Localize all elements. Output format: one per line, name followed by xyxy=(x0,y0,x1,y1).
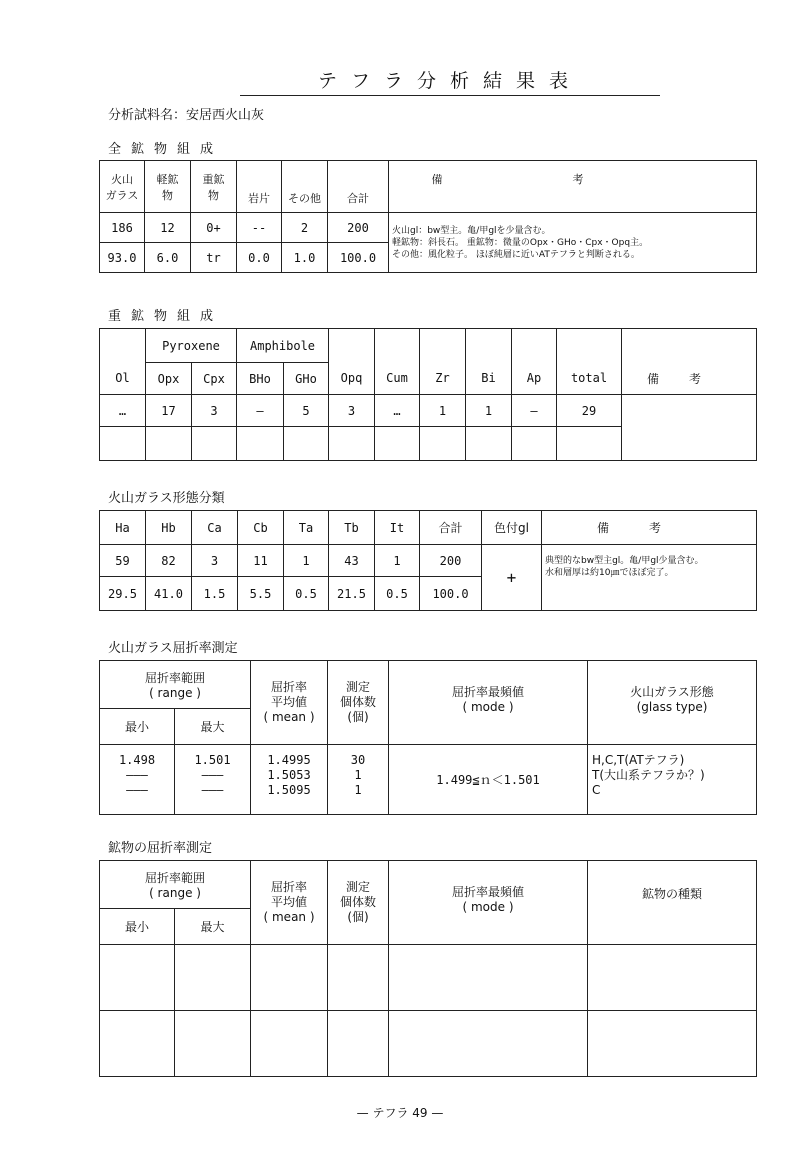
group-pyroxene: Pyroxene xyxy=(146,329,237,363)
empty-cell xyxy=(237,427,284,461)
header-ol-top xyxy=(100,329,146,363)
empty-cell xyxy=(420,427,466,461)
header-it: It xyxy=(375,511,420,545)
mineral-count-header: 測定 個体数 (個) xyxy=(328,861,389,945)
empty-cell xyxy=(192,427,237,461)
header-rock-fragments: 岩片 xyxy=(237,161,282,213)
value-opq: 3 xyxy=(329,395,375,427)
empty-cell xyxy=(328,1011,389,1077)
header-zr-top xyxy=(420,329,466,363)
empty-cell xyxy=(146,427,192,461)
remarks-glass-morphology: 典型的なbw型主gl。亀/甲gl少量含む。 水和層厚は約10㎛でほぼ完了。 xyxy=(542,545,757,611)
mineral-mode-header: 屈折率最頻値 ( mode ) xyxy=(389,861,588,945)
header-ca: Ca xyxy=(192,511,238,545)
count-heavy: 0+ xyxy=(191,213,237,243)
header-cb: Cb xyxy=(238,511,284,545)
empty-cell xyxy=(512,427,557,461)
count-light: 12 xyxy=(145,213,191,243)
count-rock: -- xyxy=(237,213,282,243)
value-zr: 1 xyxy=(420,395,466,427)
value-cpx: 3 xyxy=(192,395,237,427)
empty-cell xyxy=(588,1011,757,1077)
count-other: 2 xyxy=(282,213,328,243)
page-title: テフラ分析結果表 xyxy=(240,66,660,96)
empty-cell xyxy=(175,945,251,1011)
mineral-min-header: 最小 xyxy=(100,909,175,945)
header-others: その他 xyxy=(282,161,328,213)
glass-refractive-table xyxy=(99,660,757,815)
count-hb: 82 xyxy=(146,545,192,577)
max-header: 最大 xyxy=(175,709,251,745)
header-heavy-total: total xyxy=(557,363,622,395)
count-total: 200 xyxy=(328,213,389,243)
value-opx: 17 xyxy=(146,395,192,427)
section-heading-glass-refractive: 火山ガラス屈折率測定 xyxy=(108,641,238,656)
count-values: 30 1 1 xyxy=(328,745,389,815)
empty-cell xyxy=(100,1011,175,1077)
empty-cell xyxy=(251,945,328,1011)
section-heading-glass-morphology: 火山ガラス形態分類 xyxy=(108,491,225,506)
section-heading-mineral-refractive: 鉱物の屈折率測定 xyxy=(108,841,213,856)
empty-cell xyxy=(389,1011,588,1077)
header-cpx: Cpx xyxy=(192,363,237,395)
mineral-max-header: 最大 xyxy=(175,909,251,945)
pct-rock: 0.0 xyxy=(237,243,282,273)
header-volcanic-glass: 火山 ガラス xyxy=(100,161,145,213)
header-total-top xyxy=(557,329,622,363)
mineral-range-header: 屈折率範囲 ( range ) xyxy=(100,861,251,909)
mineral-type-header: 鉱物の種類 xyxy=(588,861,757,945)
header-remarks-top xyxy=(622,329,757,363)
header-ha: Ha xyxy=(100,511,146,545)
header-heavy-minerals: 重鉱 物 xyxy=(191,161,237,213)
page-footer: — テフラ 49 — xyxy=(356,1106,444,1120)
min-header: 最小 xyxy=(100,709,175,745)
empty-cell xyxy=(375,427,420,461)
section-heading-heavy-minerals: 重鉱物組成 xyxy=(108,309,224,324)
value-bho: — xyxy=(237,395,284,427)
header-total: 合計 xyxy=(328,161,389,213)
pct-ca: 1.5 xyxy=(192,577,238,611)
empty-cell xyxy=(251,1011,328,1077)
count-ca: 3 xyxy=(192,545,238,577)
count-glass: 186 xyxy=(100,213,145,243)
mode-value: 1.499≦ｎ＜1.501 xyxy=(389,745,588,815)
empty-cell xyxy=(466,427,512,461)
empty-cell xyxy=(588,945,757,1011)
pct-it: 0.5 xyxy=(375,577,420,611)
colored-gl-value: + xyxy=(482,545,542,611)
empty-cell xyxy=(329,427,375,461)
heavy-mineral-table xyxy=(99,328,757,461)
empty-cell xyxy=(328,945,389,1011)
header-opx: Opx xyxy=(146,363,192,395)
header-bi: Bi xyxy=(466,363,512,395)
min-values: 1.498 ——— ——— xyxy=(100,745,175,815)
count-cb: 11 xyxy=(238,545,284,577)
count-ha: 59 xyxy=(100,545,146,577)
pct-light: 6.0 xyxy=(145,243,191,273)
header-tb: Tb xyxy=(329,511,375,545)
empty-cell xyxy=(100,427,146,461)
max-values: 1.501 ——— ——— xyxy=(175,745,251,815)
value-bi: 1 xyxy=(466,395,512,427)
header-glass-remarks: 備考 xyxy=(542,511,757,545)
glass-morphology-table xyxy=(99,510,757,611)
header-cum-top xyxy=(375,329,420,363)
header-cum: Cum xyxy=(375,363,420,395)
empty-cell xyxy=(284,427,329,461)
mineral-mean-header: 屈折率 平均値 ( mean ) xyxy=(251,861,328,945)
pct-cb: 5.5 xyxy=(238,577,284,611)
header-remarks: 備考 xyxy=(389,161,757,213)
empty-cell xyxy=(389,945,588,1011)
mean-values: 1.4995 1.5053 1.5095 xyxy=(251,745,328,815)
range-header: 屈折率範囲 ( range ) xyxy=(100,661,251,709)
count-it: 1 xyxy=(375,545,420,577)
count-ta: 1 xyxy=(284,545,329,577)
header-colored-gl: 色付gl xyxy=(482,511,542,545)
remarks-total-minerals: 火山gl：bw型主。亀/甲glを少量含む。 軽鉱物：斜長石。 重鉱物：微量のOpx・GHo・Cpx・Opq主。 その他：風化粒子。 ほぼ純層に近いATテフラと判断される。 xyxy=(389,213,757,273)
pct-other: 1.0 xyxy=(282,243,328,273)
header-ap: Ap xyxy=(512,363,557,395)
pct-glass-total: 100.0 xyxy=(420,577,482,611)
glass-type-values: H,C,T(ATテフラ) T(大山系テフラか？) C xyxy=(588,745,757,815)
remarks-heavy-minerals xyxy=(622,395,757,461)
empty-cell xyxy=(175,1011,251,1077)
mode-header: 屈折率最頻値 ( mode ) xyxy=(389,661,588,745)
value-ap: — xyxy=(512,395,557,427)
header-glass-total: 合計 xyxy=(420,511,482,545)
header-heavy-remarks: 備考 xyxy=(622,363,757,395)
pct-hb: 41.0 xyxy=(146,577,192,611)
value-heavy-total: 29 xyxy=(557,395,622,427)
mean-header: 屈折率 平均値 ( mean ) xyxy=(251,661,328,745)
header-hb: Hb xyxy=(146,511,192,545)
empty-cell xyxy=(100,945,175,1011)
pct-heavy: tr xyxy=(191,243,237,273)
sample-name: 分析試料名：安居西火山灰 xyxy=(108,108,265,123)
header-zr: Zr xyxy=(420,363,466,395)
pct-ha: 29.5 xyxy=(100,577,146,611)
group-amphibole: Amphibole xyxy=(237,329,329,363)
header-gho: GHo xyxy=(284,363,329,395)
header-light-minerals: 軽鉱 物 xyxy=(145,161,191,213)
value-gho: 5 xyxy=(284,395,329,427)
header-ta: Ta xyxy=(284,511,329,545)
mineral-refractive-table xyxy=(99,860,757,1077)
pct-glass: 93.0 xyxy=(100,243,145,273)
header-ap-top xyxy=(512,329,557,363)
value-ol: … xyxy=(100,395,146,427)
count-header: 測定 個体数 (個) xyxy=(328,661,389,745)
glass-type-header: 火山ガラス形態 (glass type) xyxy=(588,661,757,745)
empty-cell xyxy=(557,427,622,461)
pct-ta: 0.5 xyxy=(284,577,329,611)
header-opq: Opq xyxy=(329,363,375,395)
total-mineral-table xyxy=(99,160,757,273)
pct-tb: 21.5 xyxy=(329,577,375,611)
header-ol: Ol xyxy=(100,363,146,395)
count-glass-total: 200 xyxy=(420,545,482,577)
header-bi-top xyxy=(466,329,512,363)
header-opq-top xyxy=(329,329,375,363)
header-bho: BHo xyxy=(237,363,284,395)
value-cum: … xyxy=(375,395,420,427)
count-tb: 43 xyxy=(329,545,375,577)
pct-total: 100.0 xyxy=(328,243,389,273)
section-heading-total-minerals: 全鉱物組成 xyxy=(108,142,224,157)
